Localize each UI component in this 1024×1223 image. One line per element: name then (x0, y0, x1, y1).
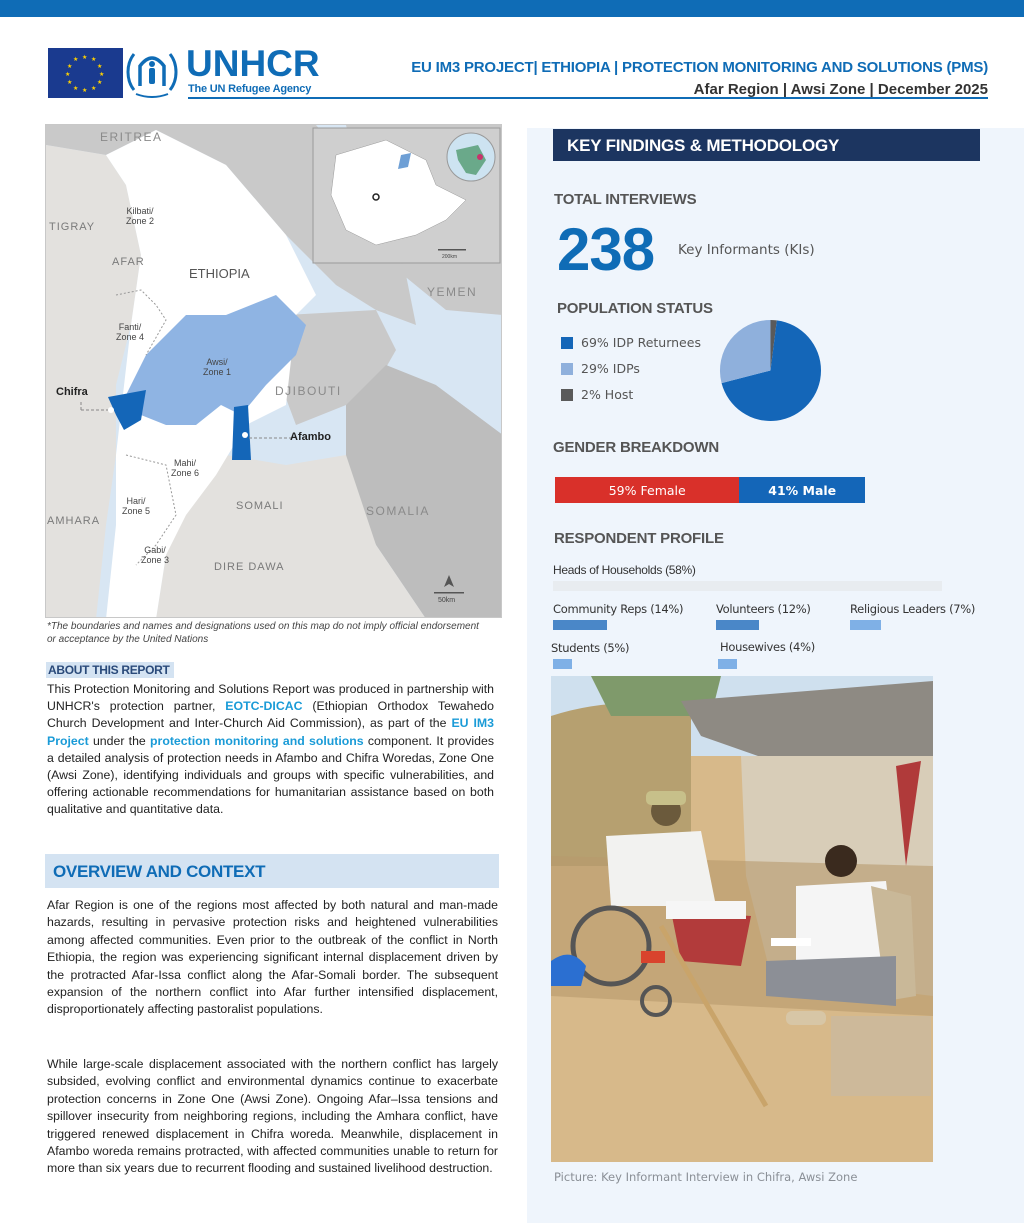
map-label-somali: SOMALI (236, 500, 284, 512)
photo-caption: Picture: Key Informant Interview in Chifra, Awsi Zone (554, 1170, 858, 1184)
map-town-chifra: Chifra (56, 386, 88, 398)
afar-region-map (45, 124, 502, 618)
link-protection-monitoring[interactable]: protection monitoring and solutions (150, 733, 364, 748)
map-label-tigray: TIGRAY (49, 221, 96, 233)
map-scale-label: 50km (438, 597, 456, 604)
link-eotc-dicac[interactable]: EOTC-DICAC (225, 699, 303, 714)
overview-paragraph-1: Afar Region is one of the regions most affected by both natural and man-made hazards, resulting in pervasive protection risks and heightened vulnerabilities among affected communities. Even prior to the outbreak of the conflict in North Ethiopia, the region was experiencing significant internal displacement driven by the protracted Afar-Issa conflict along the Afar-Somali border. The subsequent expansion of the northern conflict into Afar further intensified displacement, disproportionately affecting pastoralist populations. (47, 898, 498, 1017)
profile-volunteers-bar (716, 620, 759, 630)
profile-housewives-bar (718, 659, 737, 669)
map-zone-hari: Hari/ Zone 5 (122, 496, 151, 516)
map-label-afar: AFAR (112, 256, 145, 268)
overview-paragraph-2: While large-scale displacement associated with the northern conflict has largely subsided, evolving conflict and environmental dynamics continue to exacerbate protection concerns in Zone One (Awsi Zone). Ongoing Afar–Issa tensions and spillover insecurity from neighboring regions, including the Amhara conflict, have triggered renewed displacement in Chifra woreda. Meanwhile, displacement in Afambo woreda remains protracted, with affected communities unable to return for more than six years due to recurrent flooding and sustained livelihood destruction. (47, 1057, 498, 1176)
map-town-afambo: Afambo (290, 431, 331, 443)
heads-of-households-label: Heads of Households (58%) (553, 563, 696, 577)
map-zone-mahi: Mahi/ Zone 6 (171, 458, 200, 478)
legend-swatch-idps (561, 363, 573, 375)
total-interviews-value: 238 (557, 216, 655, 283)
unhcr-emblem-icon (124, 46, 180, 98)
unhcr-wordmark: UNHCR (186, 43, 320, 84)
gender-male-segment: 41% Male (739, 477, 865, 503)
report-title: EU IM3 PROJECT| ETHIOPIA | PROTECTION MONITORING AND SOLUTIONS (PMS) (411, 59, 988, 76)
profile-community-reps-bar (553, 620, 607, 630)
overview-section-header (45, 854, 499, 888)
map-label-dire-dawa: DIRE DAWA (214, 561, 285, 573)
map-graphic (46, 125, 502, 618)
gender-heading: GENDER BREAKDOWN (553, 439, 719, 456)
profile-community-reps-label: Community Reps (14%) (553, 602, 684, 616)
legend-swatch-idp-returnees (561, 337, 573, 349)
link-eu-im3-project[interactable]: EU IM3 Project (47, 716, 494, 748)
inset-scale-label: 200km (442, 254, 458, 260)
population-pie-chart (719, 319, 822, 422)
map-label-eritrea: ERITREA (100, 130, 163, 144)
map-label-yemen: YEMEN (427, 285, 478, 299)
key-findings-title: KEY FINDINGS & METHODOLOGY (567, 136, 840, 155)
profile-religious-leaders-bar (850, 620, 881, 630)
respondent-profile-heading: RESPONDENT PROFILE (554, 530, 724, 547)
profile-religious-leaders-label: Religious Leaders (7%) (850, 602, 976, 616)
map-disclaimer: *The boundaries and names and designations used on this map do not imply official endorsement or acceptance by the United Nations (47, 621, 479, 645)
map-zone-fanti: Fanti/ Zone 4 (116, 322, 145, 342)
map-label-djibouti: DJIBOUTI (275, 384, 342, 398)
map-label-amhara: AMHARA (47, 515, 101, 527)
total-interviews-label: Key Informants (KIs) (678, 242, 815, 258)
profile-housewives-label: Housewives (4%) (720, 640, 815, 654)
total-interviews-heading: TOTAL INTERVIEWS (554, 191, 697, 208)
unhcr-tagline: The UN Refugee Agency (188, 83, 312, 95)
profile-volunteers-label: Volunteers (12%) (716, 602, 811, 616)
eu-flag-logo: ★ ★ ★ ★ ★ ★ ★ ★ ★ ★ ★ ★ (48, 48, 123, 98)
legend-swatch-host (561, 389, 573, 401)
profile-students-bar (553, 659, 572, 669)
top-banner-bar (0, 0, 1024, 17)
population-status-heading: POPULATION STATUS (557, 300, 713, 317)
map-label-ethiopia: ETHIOPIA (189, 266, 250, 281)
interview-photo (551, 676, 933, 1162)
map-zone-gabi: Gabi/ Zone 3 (141, 545, 170, 565)
heads-of-households-bar (553, 581, 942, 591)
profile-students-label: Students (5%) (551, 641, 630, 655)
about-heading: ABOUT THIS REPORT (46, 662, 174, 678)
gender-bar (555, 477, 865, 503)
gender-female-segment: 59% Female (555, 477, 739, 503)
about-paragraph: This Protection Monitoring and Solutions Report was produced in partnership with UNHCR's protection partner, EOTC-DICAC (Ethiopian Orthodox Tewahedo Church Development and Inter-Church Aid Commission), as part of the EU IM3 Project under the protection monitoring and solutions component. It provides a detailed analysis of protection needs in Afambo and Chifra Woredas, Zone One (Awsi Zone), identifying individuals and groups with specific vulnerabilities, and offering actionable recommendations for humanitarian assistance based on both qualitative and quantitative data. (47, 682, 494, 817)
key-findings-header (553, 129, 980, 161)
map-zone-awsi: Awsi/ Zone 1 (203, 357, 232, 377)
map-label-somalia: SOMALIA (366, 504, 430, 518)
map-zone-kilbati: Kilbati/ Zone 2 (126, 206, 155, 226)
report-subtitle: Afar Region | Awsi Zone | December 2025 (693, 81, 988, 98)
overview-title: OVERVIEW AND CONTEXT (53, 862, 266, 881)
